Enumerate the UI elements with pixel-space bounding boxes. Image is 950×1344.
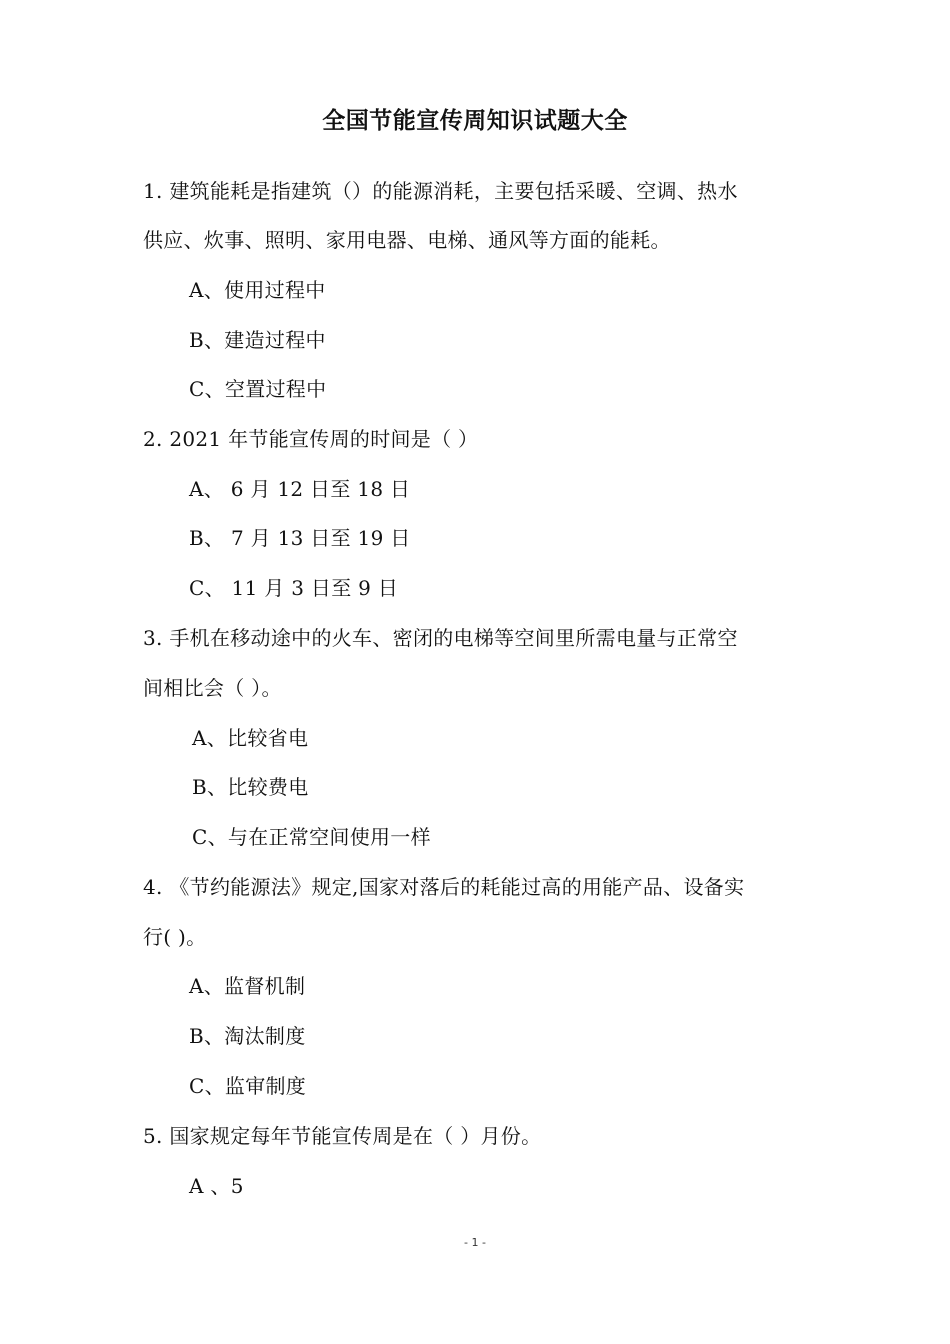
question-4-option-a: A、监督机制	[189, 974, 306, 998]
question-1-line-2: 供应、炊事、照明、家用电器、电梯、通风等方面的能耗。	[143, 228, 671, 252]
question-1-option-c: C、空置过程中	[189, 377, 327, 401]
question-2-option-c: C、 11 月 3 日至 9 日	[189, 576, 399, 600]
question-1-line-1: 1. 建筑能耗是指建筑（）的能源消耗，主要包括采暖、空调、热水	[143, 179, 738, 203]
question-3-line-2: 间相比会（ ）。	[143, 676, 282, 700]
question-4-line-2: 行( )。	[143, 925, 207, 949]
question-4-option-b: B、淘汰制度	[189, 1024, 306, 1048]
question-4-line-1: 4. 《节约能源法》规定,国家对落后的耗能过高的用能产品、设备实	[143, 875, 745, 899]
page-number: - 1 -	[464, 1236, 486, 1249]
question-2-option-a: A、 6 月 12 日至 18 日	[189, 477, 411, 501]
question-1-option-a: A、使用过程中	[189, 278, 326, 302]
document-title: 全国节能宣传周知识试题大全	[322, 108, 628, 134]
question-5-line-1: 5. 国家规定每年节能宣传周是在（ ）月份。	[143, 1124, 542, 1148]
question-4-option-c: C、监审制度	[189, 1074, 307, 1098]
question-3-line-1: 3. 手机在移动途中的火车、密闭的电梯等空间里所需电量与正常空	[143, 626, 738, 650]
question-2-option-b: B、 7 月 13 日至 19 日	[189, 526, 411, 550]
question-1-option-b: B、建造过程中	[189, 328, 326, 352]
question-5-option-a: A 、5	[189, 1174, 244, 1198]
question-3-option-a: A、比较省电	[192, 726, 309, 750]
question-3-option-b: B、比较费电	[192, 775, 309, 799]
question-2-line-1: 2. 2021 年节能宣传周的时间是（ ）	[143, 427, 479, 451]
question-3-option-c: C、与在正常空间使用一样	[192, 825, 431, 849]
